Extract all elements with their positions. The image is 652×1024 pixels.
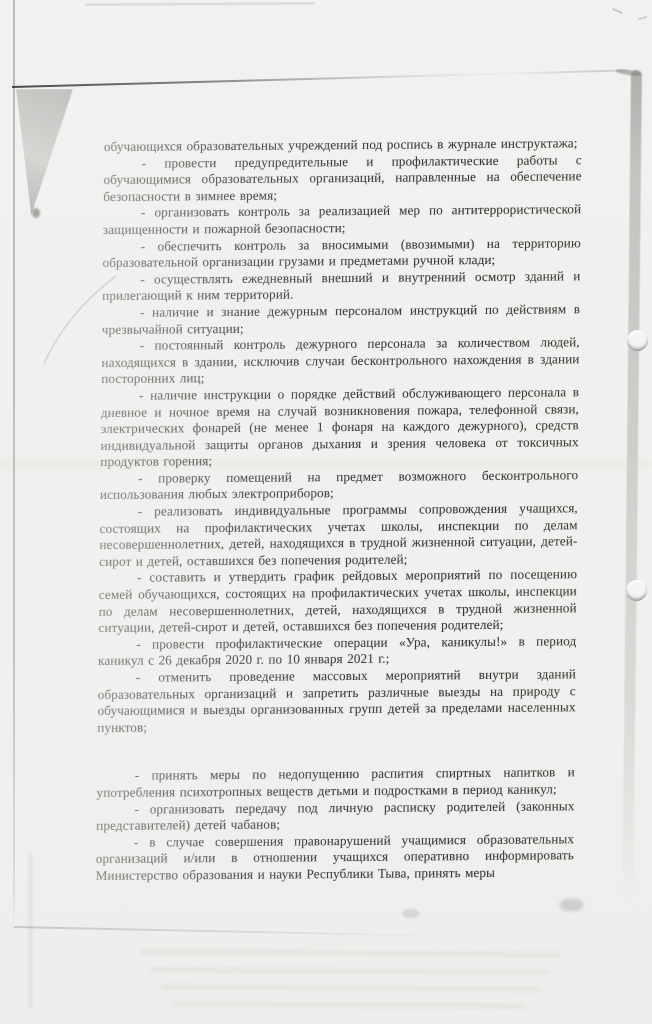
- doc-paragraph: - провести профилактические операции «Ура, каникулы!» в период каникул с 26 декабря 2020 г. по 10 января 2021 г.;: [97, 633, 577, 669]
- bleed-through-ghost-text: [172, 1001, 527, 1009]
- doc-paragraph: - осуществлять ежедневный внешний и внутренний осмотр зданий и прилегающий к ним территорий.: [102, 267, 581, 304]
- doc-paragraph: - проверку помещений на предмет возможного бесконтрольного использования любых электроприборов;: [99, 467, 579, 503]
- doc-paragraph: - провести предупредительные и профилактические работы с обучающимися образовательных организаций, направленные на обеспечение безопасности в зимнее время;: [103, 151, 582, 204]
- bleed-through-ghost-text: [150, 967, 550, 976]
- punch-hole: [626, 580, 647, 601]
- page-left-edge-faint-line: [29, 853, 32, 1008]
- doc-paragraph: - отменить проведение массовых мероприятий внутри зданий образовательных организаций и запретить различные выезды на природу с обучающимися и выезды организованных групп детей за пределами населенных пунктов;: [97, 666, 577, 735]
- scan-scratch: [612, 8, 623, 14]
- corner-fold-tip-mark: [32, 208, 40, 218]
- page-bottom-edge-line: [14, 926, 454, 937]
- doc-paragraph: - принять меры по недопущению распития спиртных напитков и употребления психотропных веществ детьми и подростками в период каникул;: [96, 764, 575, 800]
- bleed-through-ghost-text: [140, 949, 560, 958]
- doc-paragraph: - составить и утвердить график рейдовых мероприятий по посещению семей обучающихся, состоящих на профилактических учетах школы, инспекции по делам несовершеннолетних, детей, находящихся в трудной жизненной ситуации, детей-сирот и детей, оставшихся без попечения родителей;: [98, 566, 578, 636]
- doc-paragraph: - организовать передачу под личную расписку родителей (законных представителей) детей чабанов;: [96, 797, 575, 834]
- page-right-edge-shadow: [622, 70, 642, 905]
- doc-paragraph: - наличие и знание дежурным персоналом инструкций по действиям в чрезвычайной ситуации;: [101, 301, 581, 337]
- document-text-block: [96, 135, 583, 884]
- paper-crease-line: [12, 69, 630, 88]
- doc-paragraph: - постоянный контроль дежурного персонала за количеством людей, находящихся в здании, исключив случаи бесконтрольного нахождения в здании посторонних лиц;: [101, 334, 580, 387]
- bleed-through-ghost-text: [160, 984, 540, 993]
- doc-paragraph: - в случае совершения правонарушений учащимися образовательных организаций и/или в отношении учащихся оперативно информировать Министерство образования и науки Республики Тыва, принять меры: [95, 830, 575, 883]
- punch-hole: [627, 330, 648, 351]
- scan-scratch: [638, 16, 647, 20]
- doc-paragraph-continuation: обучающихся образовательных учреждений под роспись в журнале инструктажа;: [104, 135, 582, 155]
- page-right-edge-hook: [616, 68, 641, 76]
- page-top-edge-line: [85, 2, 315, 5]
- doc-paragraph: - наличие инструкции о порядке действий обслуживающего персонала в дневное и ночное время на случай возникновения пожара, телефонной связи, электрических фонарей (не менее 1 фонаря на каждого дежурного), средств индивидуальной защиты органов дыхания и зрения человека от токсичных продуктов горения;: [100, 384, 580, 470]
- page-left-edge-line: [13, 0, 15, 932]
- ink-smudge: [560, 899, 583, 911]
- doc-paragraph: - организовать контроль за реализацией мер по антитеррористической защищенности и пожарной безопасности;: [102, 201, 582, 237]
- ink-smudge: [402, 909, 419, 918]
- doc-paragraph: - обеспечить контроль за вносимыми (ввозимыми) на территорию образовательной организации грузами и предметами ручной клади;: [102, 234, 581, 271]
- corner-fold-shadow: [15, 89, 73, 215]
- doc-paragraph: - реализовать индивидуальные программы сопровождения учащихся, состоящих на профилактических учетах школы, инспекции по делам несовершеннолетних, детей, находящихся в трудной жизненной ситуации, детей-сирот и детей, оставшихся без попечения родителей;: [99, 500, 578, 569]
